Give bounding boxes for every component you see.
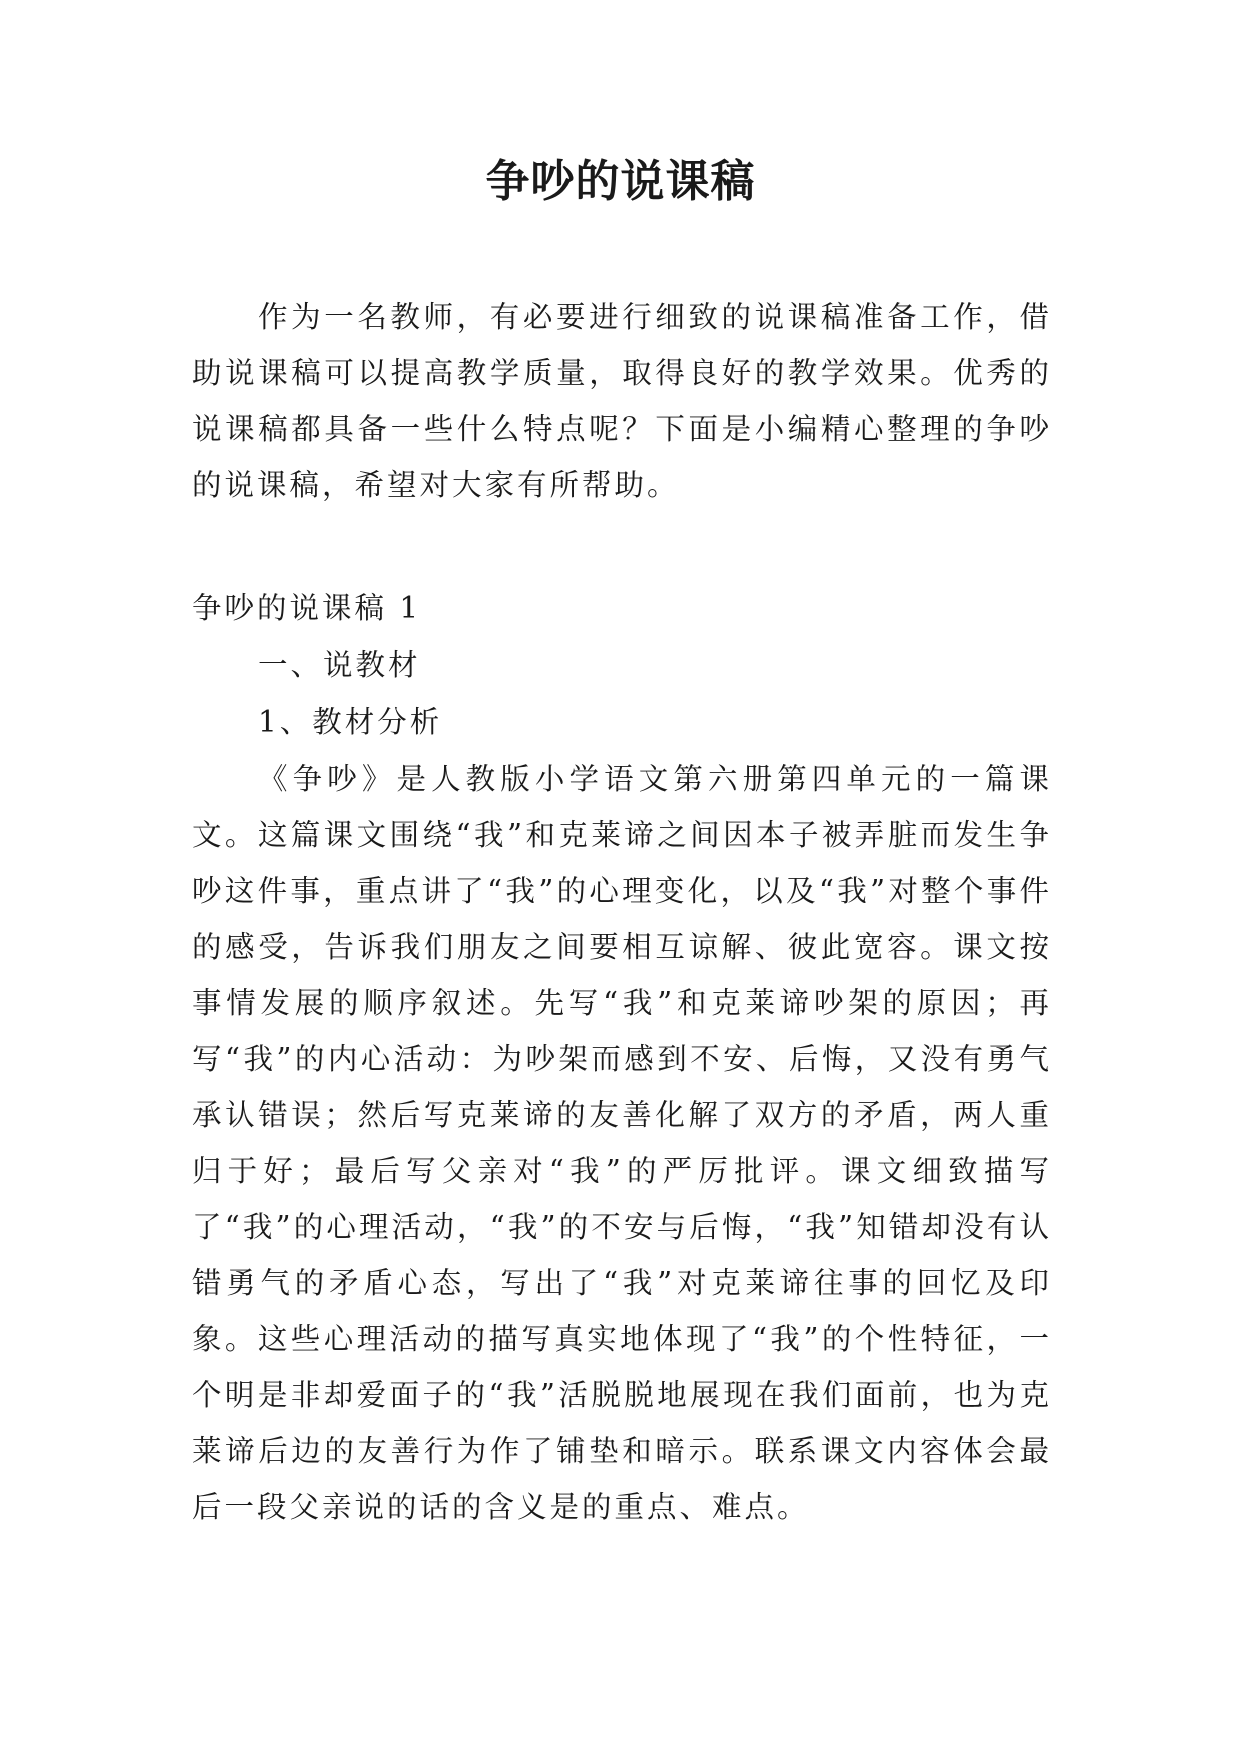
sub-heading-analysis: 1、教材分析 xyxy=(258,705,443,739)
sub-heading-textbook: 一、说教材 xyxy=(258,648,421,682)
section-heading: 争吵的说课稿 1 xyxy=(192,591,422,625)
analysis-paragraph: 《争吵》是人教版小学语文第六册第四单元的一篇课文。这篇课文围绕“我”和克莱谛之间因本子被弄脏而发生争吵这件事，重点讲了“我”的心理变化，以及“我”对整个事件的感受，告诉我们朋友之间要相互谅解、彼此宽容。课文按事情发展的顺序叙述。先写“我”和克莱谛吵架的原因；再写“我”的内心活动：为吵架而感到不安、后悔，又没有勇气承认错误；然后写克莱谛的友善化解了双方的矛盾，两人重归于好；最后写父亲对“我”的严厉批评。课文细致描写了“我”的心理活动，“我”的不安与后悔，“我”知错却没有认错勇气的矛盾心态，写出了“我”对克莱谛往事的回忆及印象。这些心理活动的描写真实地体现了“我”的个性特征，一个明是非却爱面子的“我”活脱脱地展现在我们面前，也为克莱谛后边的友善行为作了铺垫和暗示。联系课文内容体会最后一段父亲说的话的含义是的重点、难点。 xyxy=(192,762,1052,1524)
intro-paragraph: 作为一名教师，有必要进行细致的说课稿准备工作，借助说课稿可以提高教学质量，取得良好的教学效果。优秀的说课稿都具备一些什么特点呢？下面是小编精心整理的争吵的说课稿，希望对大家有所帮助。 xyxy=(192,300,1052,502)
document-title: 争吵的说课稿 xyxy=(485,156,756,207)
